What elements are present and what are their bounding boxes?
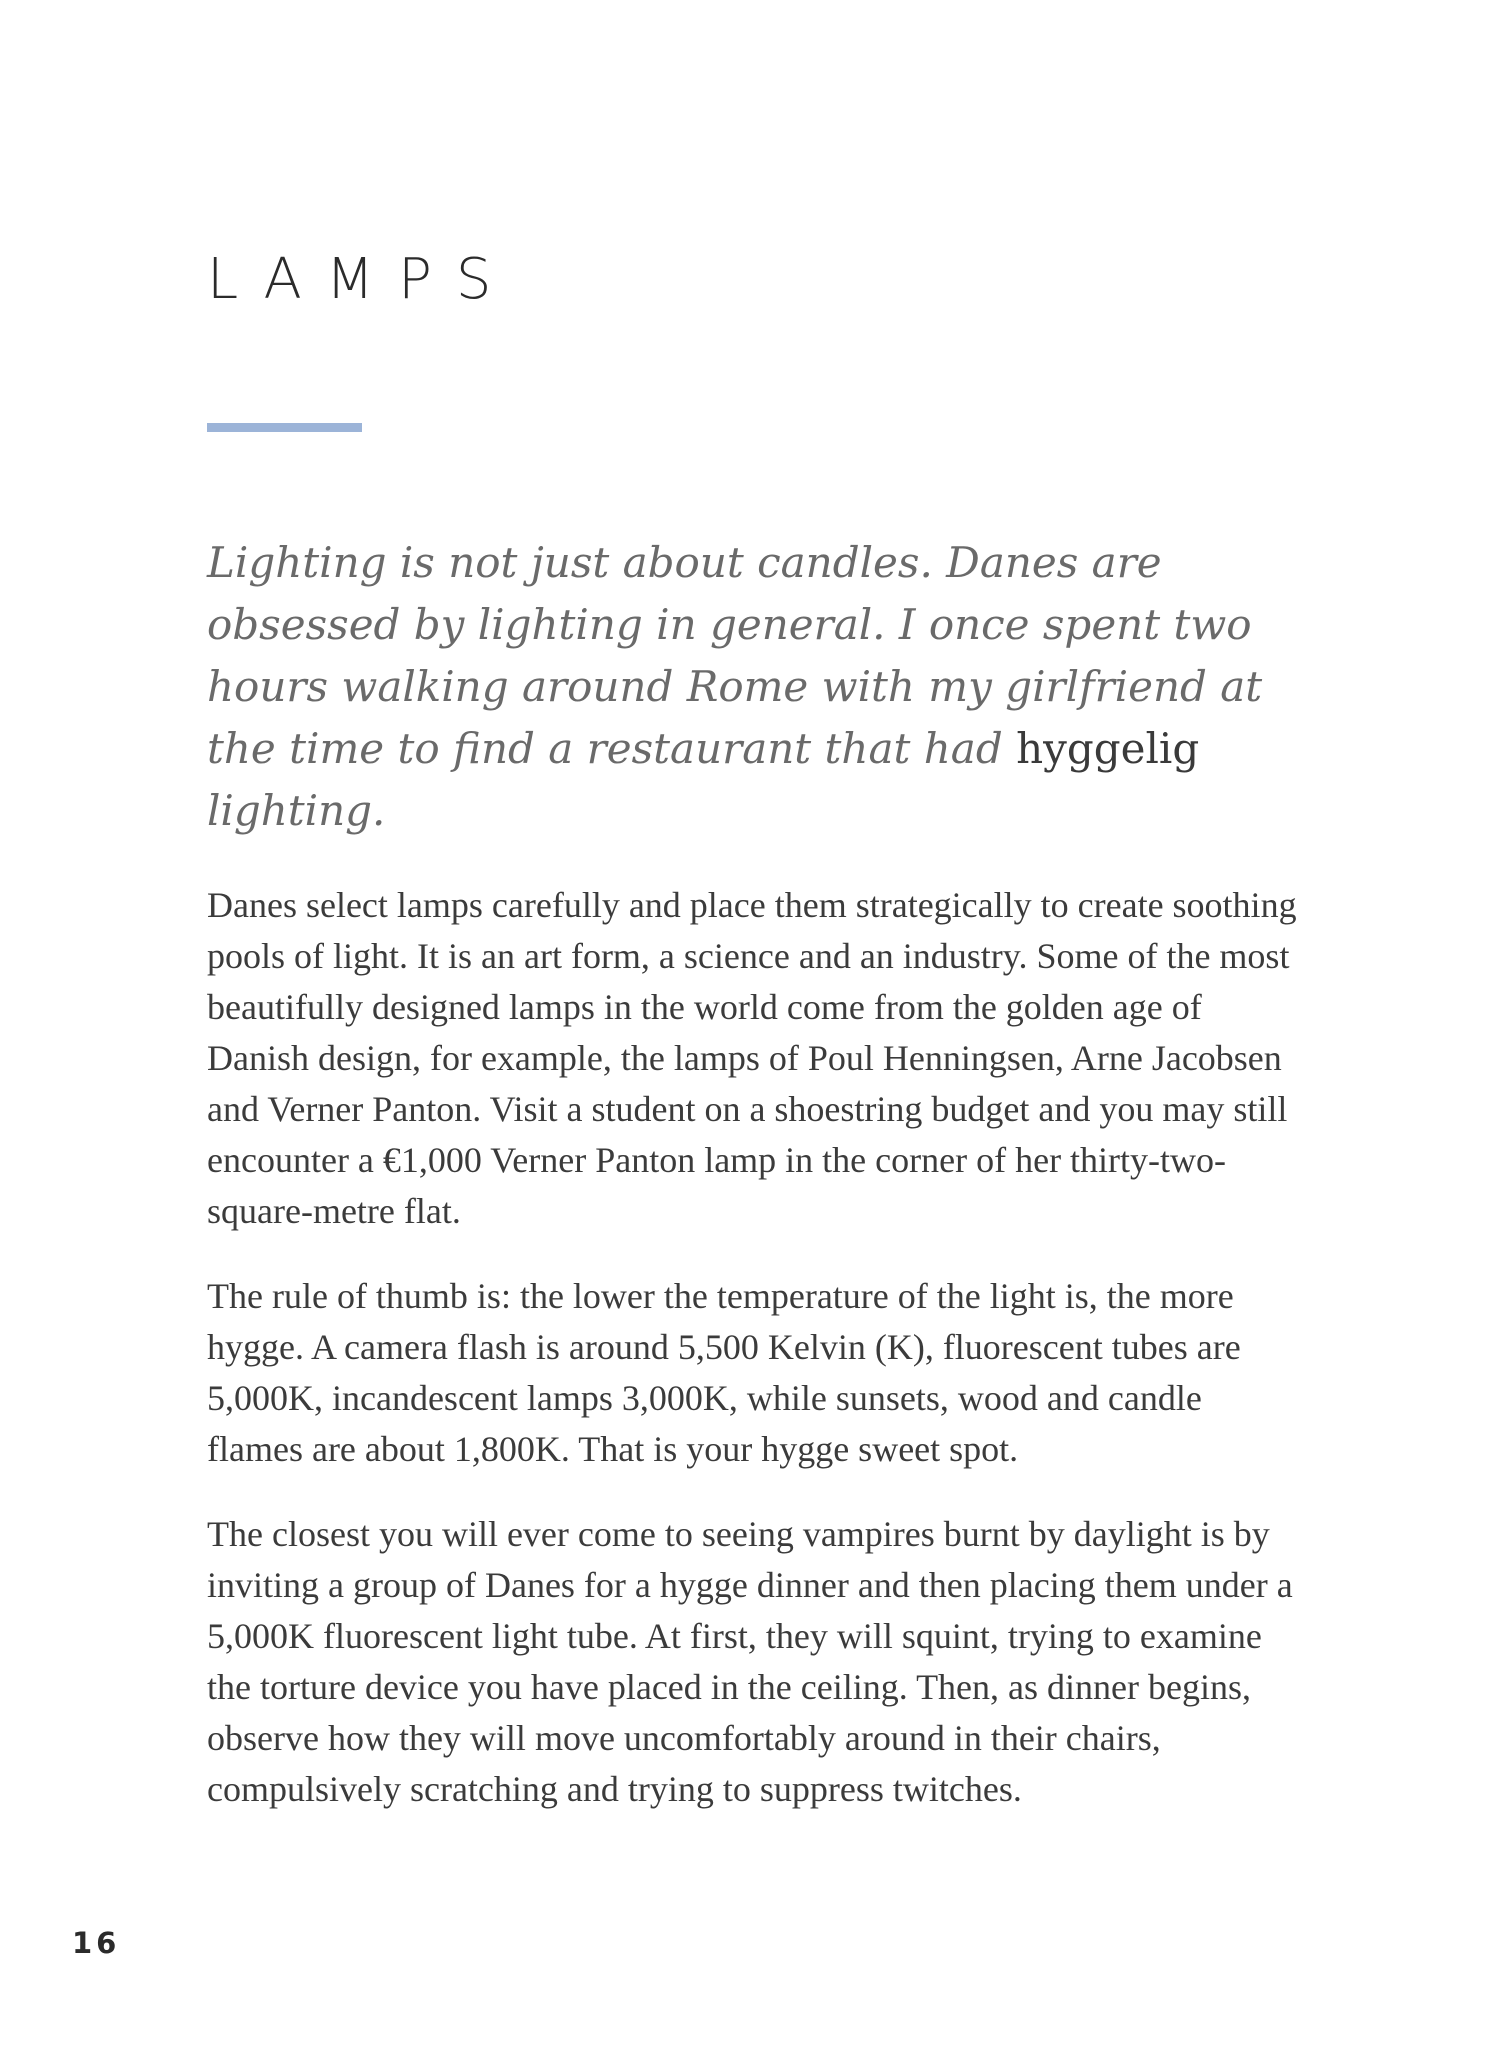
chapter-body	[207, 532, 1297, 1849]
intro-upright-word: hyggelig	[1016, 724, 1200, 773]
body-paragraph-1: Danes select lamps carefully and place them strategically to create soothing pools of light. It is an art form, a science and an industry. Some of the most beautifully designed lamps in the world come from the golden age of Danish design, for example, the lamps of Poul Henningsen, Arne Jacobsen and Verner Panton. Visit a student on a shoestring budget and you may still encounter a €1,000 Verner Panton lamp in the corner of her thirty-two-square-metre flat.	[207, 885, 1297, 1231]
page-number: 16	[72, 1926, 121, 1960]
accent-rule	[207, 423, 362, 432]
intro-text-part2: lighting.	[207, 786, 386, 835]
chapter-title: LAMPS	[207, 247, 516, 312]
body-paragraph-2: The rule of thumb is: the lower the temperature of the light is, the more hygge. A camera flash is around 5,500 Kelvin (K), fluorescent tubes are 5,000K, incandescent lamps 3,000K, while sunsets, wood and candle flames are about 1,800K. That is your hygge sweet spot.	[207, 1276, 1241, 1469]
intro-paragraph	[207, 532, 1297, 842]
intro-text-part1: Lighting is not just about candles. Danes are obsessed by lighting in general. I once spent two hours walking around Rome with my girlfriend at the time to find a restaurant that had	[207, 538, 1263, 773]
body-paragraph-3: The closest you will ever come to seeing vampires burnt by daylight is by inviting a group of Danes for a hygge dinner and then placing them under a 5,000K fluorescent light tube. At first, they will squint, trying to examine the torture device you have placed in the ceiling. Then, as dinner begins, observe how they will move uncomfortably around in their chairs, compulsively scratching and trying to suppress twitches.	[207, 1514, 1293, 1809]
